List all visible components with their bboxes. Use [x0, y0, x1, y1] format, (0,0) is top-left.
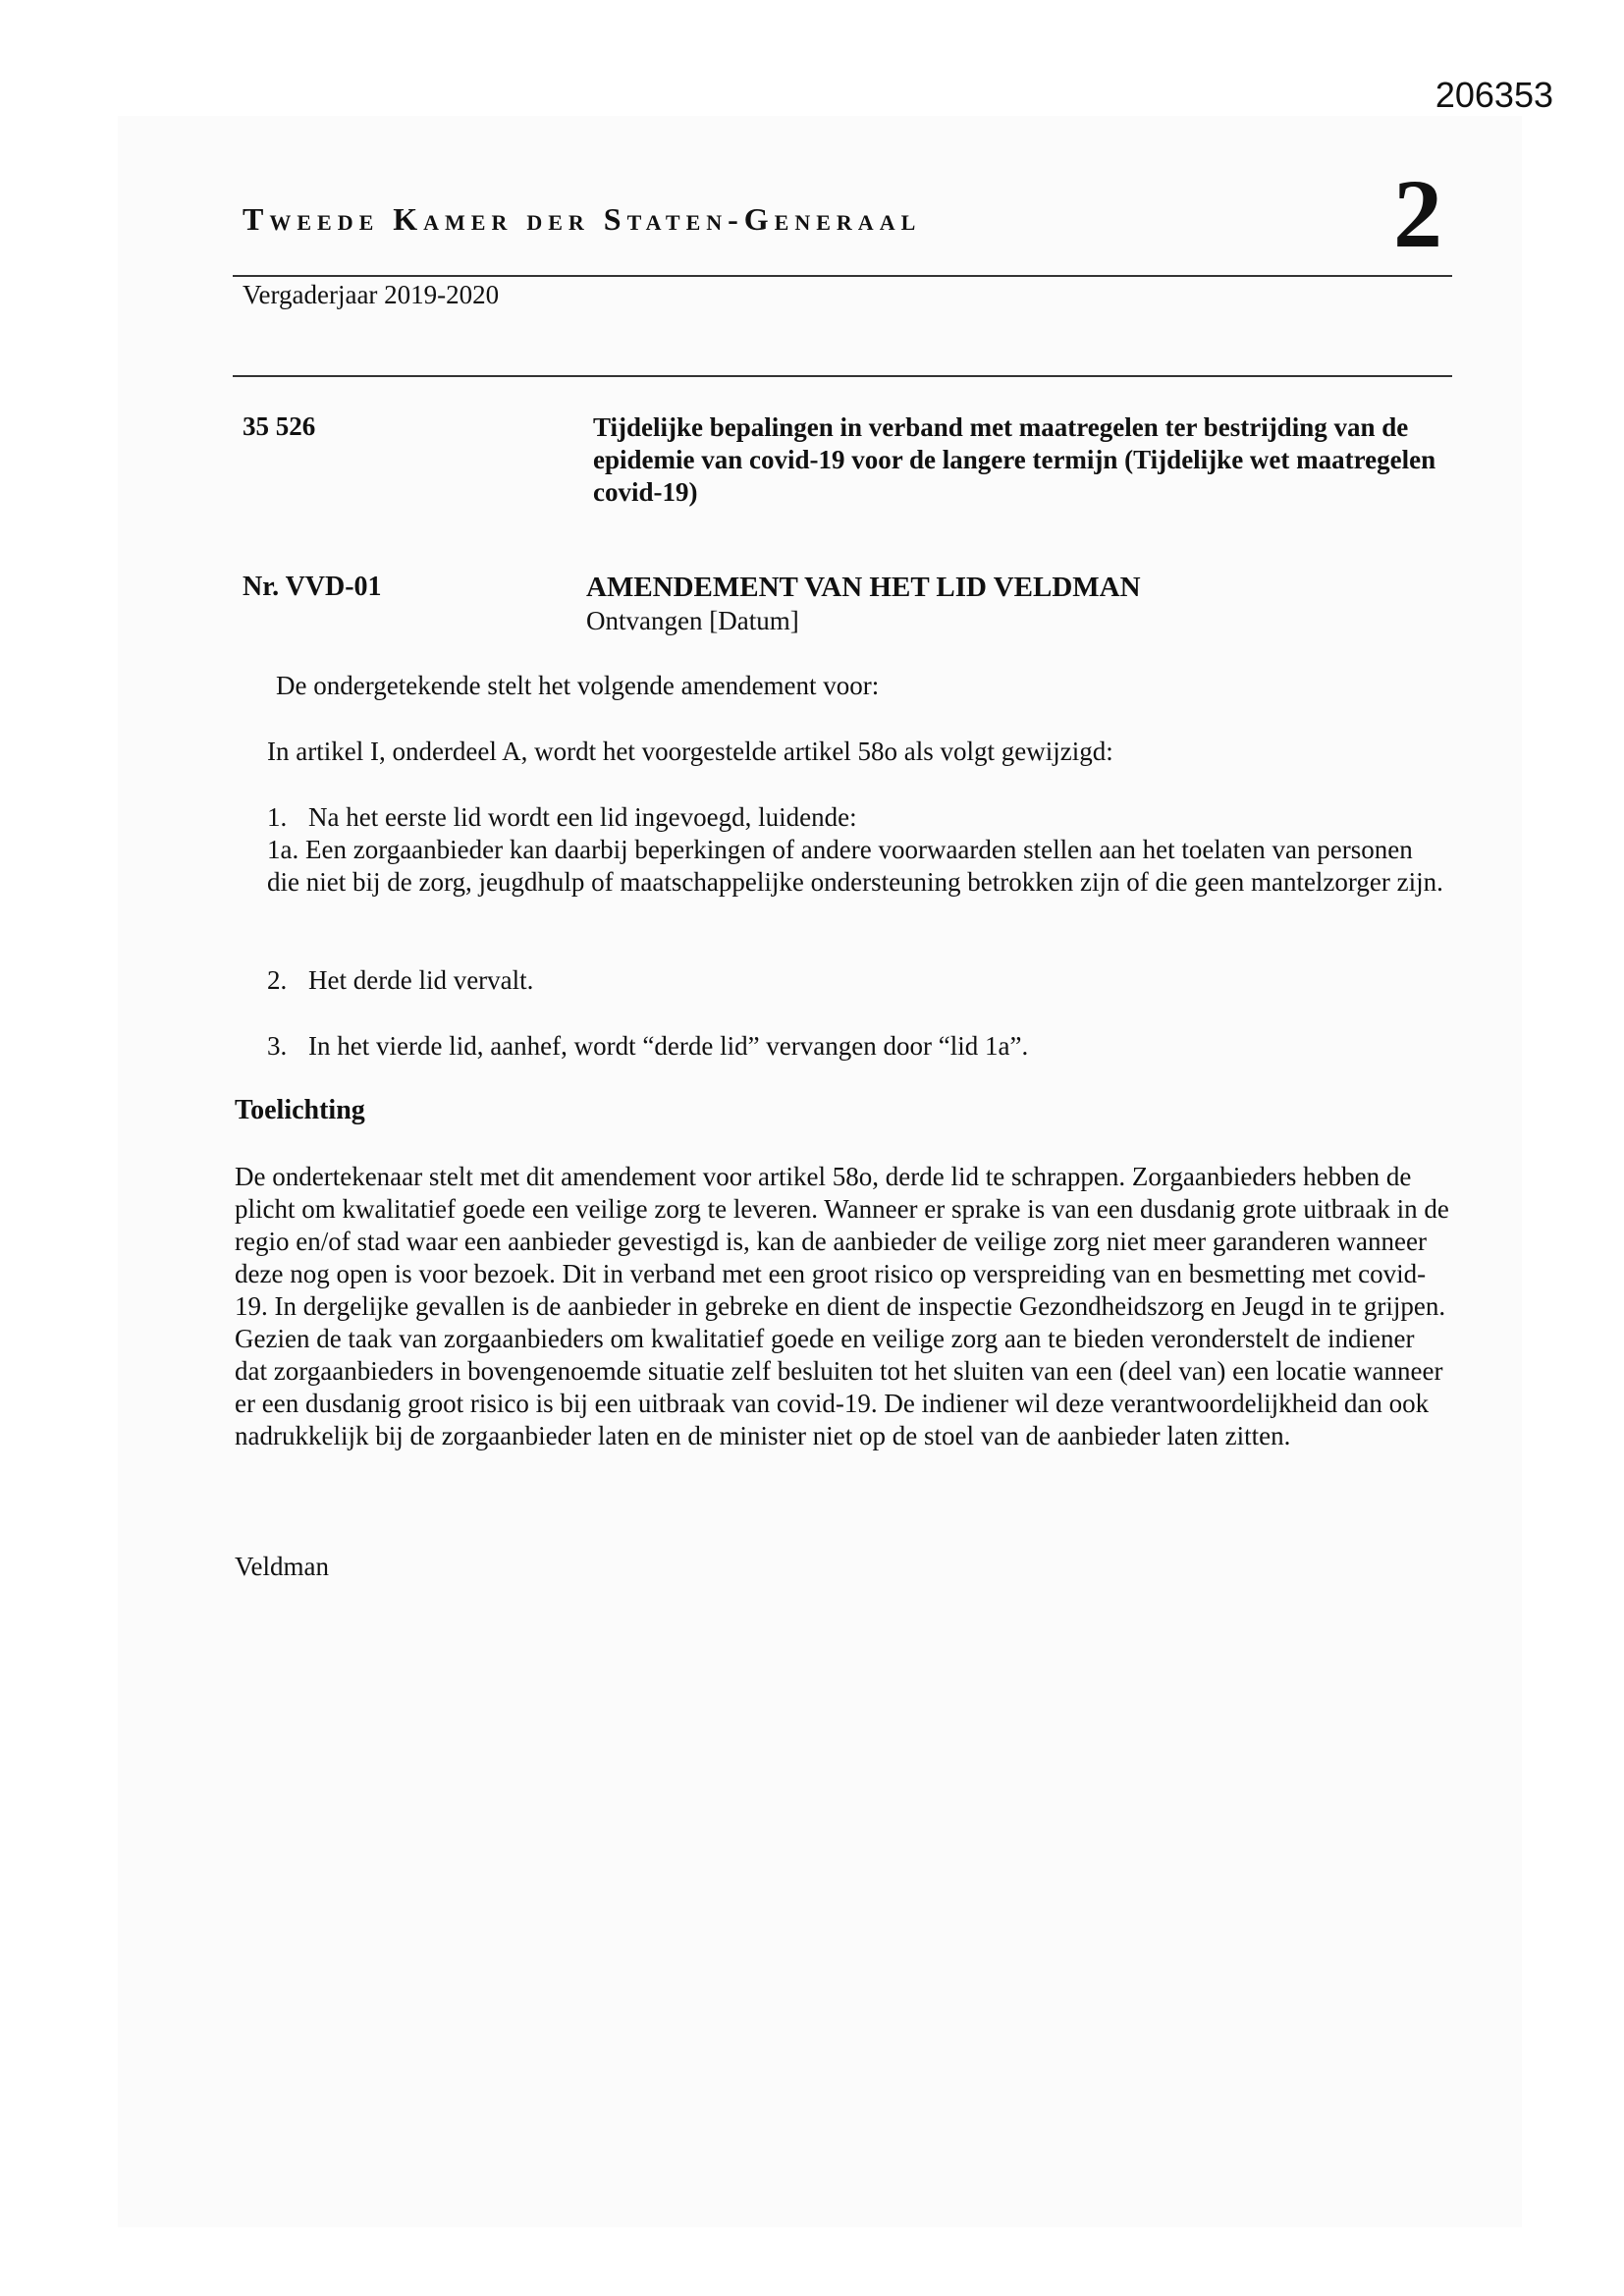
amendment-item-1 [267, 801, 857, 834]
item-number: 3. [267, 1031, 288, 1061]
header-rule-top [233, 275, 1452, 277]
item-text: Na het eerste lid wordt een lid ingevoegd, luidende: [308, 802, 857, 832]
header-rule-bottom [233, 375, 1452, 377]
received-date: Ontvangen [Datum] [586, 606, 799, 635]
bill-title: Tijdelijke bepalingen in verband met maatregelen ter bestrijding van de epidemie van covid-19 voor de langere termijn (Tijdelijke wet maatregelen covid-19) [593, 412, 1436, 507]
session-year: Vergaderjaar 2019-2020 [243, 280, 500, 309]
article-reference: In artikel I, onderdeel A, wordt het voorgestelde artikel 58o als volgt gewijzigd: [267, 737, 1113, 766]
document-id: 206353 [1435, 75, 1553, 115]
amendment-item-2 [267, 964, 533, 997]
item-number: 2. [267, 965, 288, 995]
signer-name: Veldman [235, 1552, 329, 1581]
inserted-subsection-1a: 1a. Een zorgaanbieder kan daarbij beperkingen of andere voorwaarden stellen aan het toelaten van personen die niet bij de zorg, jeugdhulp of maatschappelijke ondersteuning betrokken zijn of die geen mantelzorger zijn. [267, 835, 1443, 897]
item-text: Het derde lid vervalt. [308, 965, 534, 995]
amendment-number: Nr. VVD-01 [243, 572, 382, 602]
bill-number: 35 526 [243, 411, 316, 441]
item-number: 1. [267, 802, 288, 832]
amendment-title: AMENDEMENT VAN HET LID VELDMAN [586, 572, 1141, 603]
toelichting-heading: Toelichting [235, 1095, 365, 1125]
page-number: 2 [1393, 159, 1442, 268]
chamber-name: Tweede Kamer der Staten-Generaal [243, 201, 922, 237]
amendment-intro: De ondergetekende stelt het volgende amendement voor: [276, 671, 880, 700]
item-text: In het vierde lid, aanhef, wordt “derde lid” vervangen door “lid 1a”. [308, 1031, 1029, 1061]
amendment-item-3 [267, 1030, 1028, 1063]
toelichting-body: De ondertekenaar stelt met dit amendement voor artikel 58o, derde lid te schrappen. Zorgaanbieders hebben de plicht om kwalitatief goede een veilige zorg te leveren. Wanneer er sprake is van een dusdanig grote uitbraak in de regio en/of stad waar een aanbieder gevestigd is, kan de aanbieder de veilige zorg niet meer garanderen wanneer deze nog open is voor bezoek. Dit in verband met een groot risico op verspreiding van en besmetting met covid-19. In dergelijke gevallen is de aanbieder in gebreke en dient de inspectie Gezondheidszorg en Jeugd in te grijpen. Gezien de taak van zorgaanbieders om kwalitatief goede en veilige zorg aan te bieden veronderstelt de indiener dat zorgaanbieders in bovengenoemde situatie zelf besluiten tot het sluiten van een (deel van) een locatie wanneer er een dusdanig groot risico is bij een uitbraak van covid-19. De indiener wil deze verantwoordelijkheid dan ook nadrukkelijk bij de zorgaanbieder laten en de minister niet op de stoel van de aanbieder laten zitten. [235, 1162, 1449, 1450]
